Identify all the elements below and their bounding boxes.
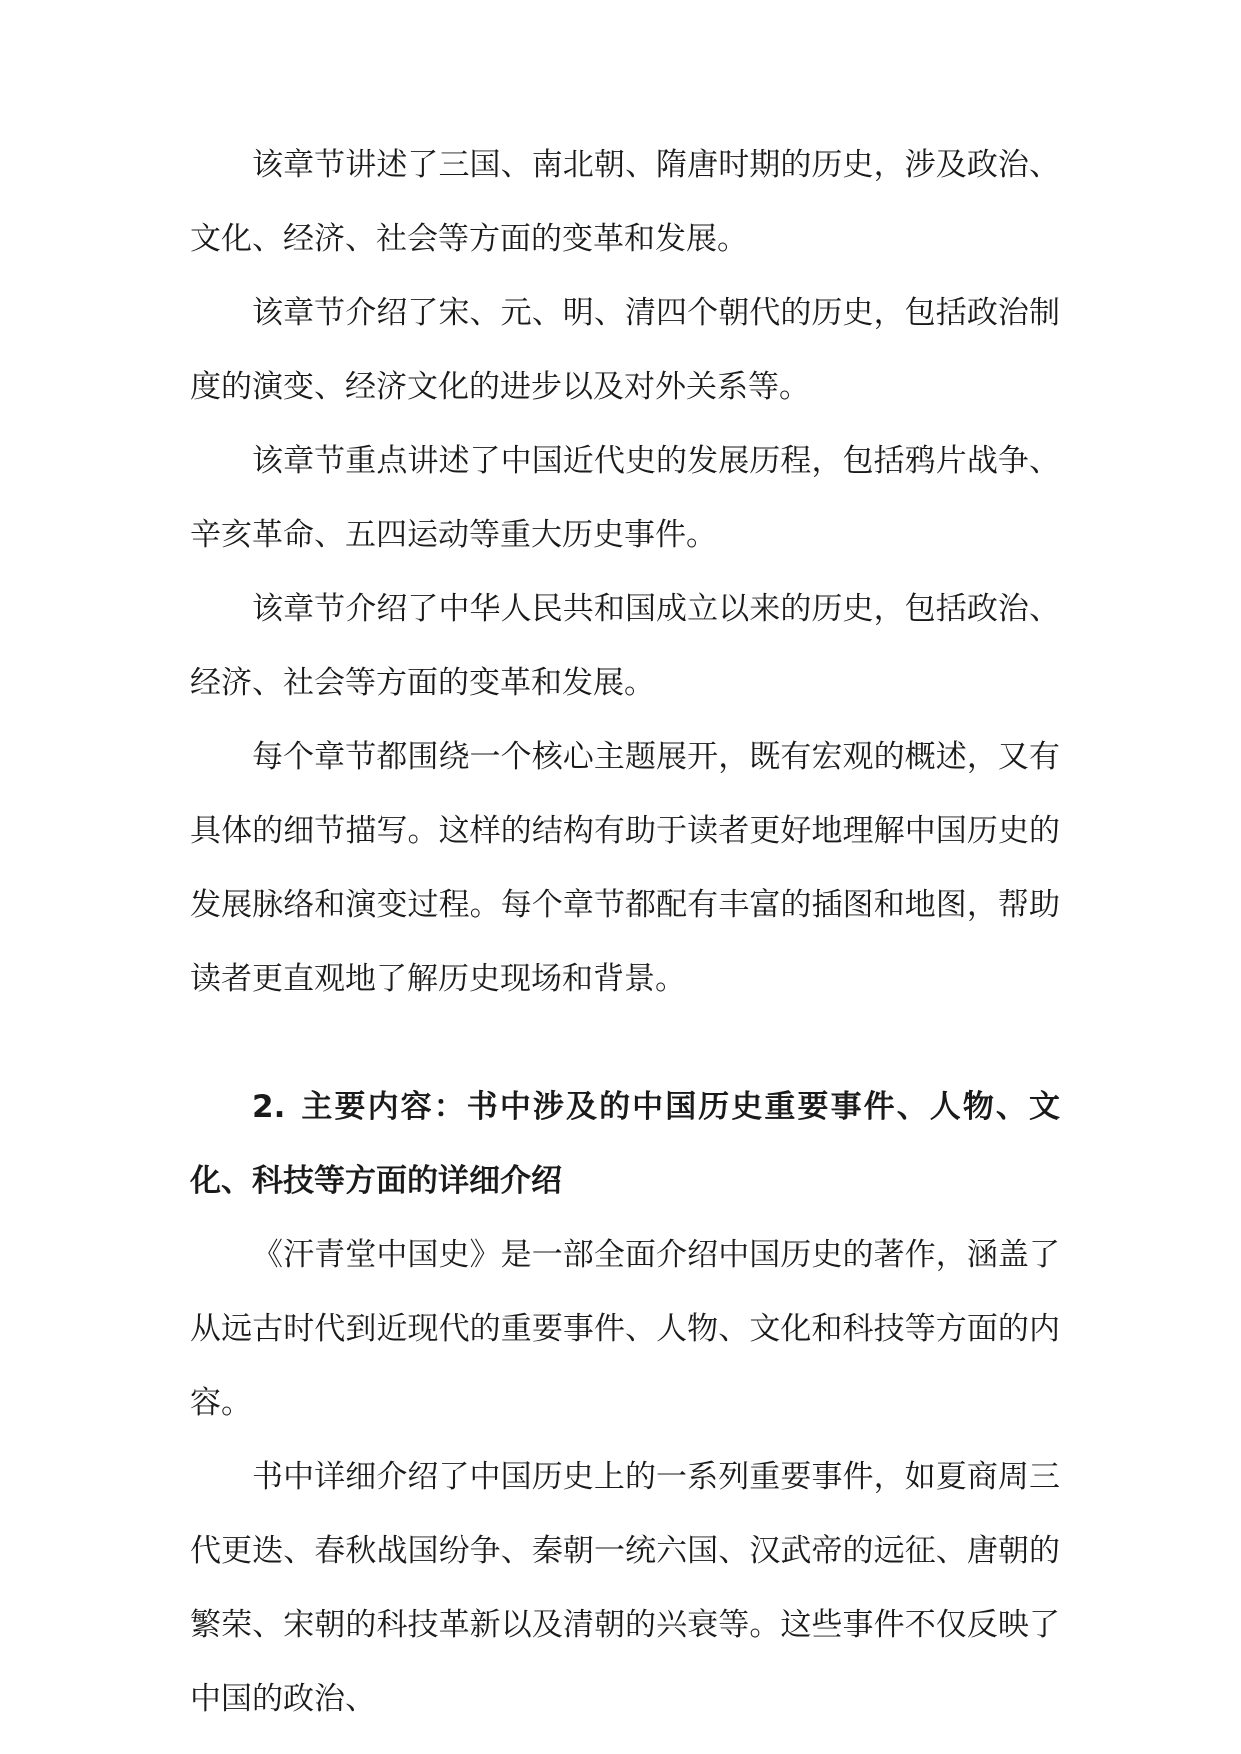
- paragraph-modern-history: 该章节重点讲述了中国近代史的发展历程，包括鸦片战争、辛亥革命、五四运动等重大历史事件。: [190, 443, 1060, 553]
- section-number: 2.: [252, 1089, 286, 1125]
- paragraph-prc-history: 该章节介绍了中华人民共和国成立以来的历史，包括政治、经济、社会等方面的变革和发展。: [190, 591, 1060, 701]
- paragraph-book-overview: 《汗青堂中国史》是一部全面介绍中国历史的著作，涵盖了从远古时代到近现代的重要事件、人物、文化和科技等方面的内容。: [190, 1237, 1060, 1421]
- paragraph-three-kingdoms: 该章节讲述了三国、南北朝、隋唐时期的历史，涉及政治、文化、经济、社会等方面的变革和发展。: [190, 147, 1060, 257]
- document-body: [190, 128, 1060, 1736]
- section-title: 主要内容：书中涉及的中国历史重要事件、人物、文化、科技等方面的详细介绍: [190, 1089, 1060, 1199]
- paragraph-chapter-structure: 每个章节都围绕一个核心主题展开，既有宏观的概述，又有具体的细节描写。这样的结构有助于读者更好地理解中国历史的发展脉络和演变过程。每个章节都配有丰富的插图和地图，帮助读者更直观地了解历史现场和背景。: [190, 739, 1060, 997]
- section-heading: [190, 1070, 1060, 1218]
- paragraph-major-events: 书中详细介绍了中国历史上的一系列重要事件，如夏商周三代更迭、春秋战国纷争、秦朝一统六国、汉武帝的远征、唐朝的繁荣、宋朝的科技革新以及清朝的兴衰等。这些事件不仅反映了中国的政治、: [190, 1459, 1060, 1717]
- paragraph-song-yuan-ming-qing: 该章节介绍了宋、元、明、清四个朝代的历史，包括政治制度的演变、经济文化的进步以及对外关系等。: [190, 295, 1060, 405]
